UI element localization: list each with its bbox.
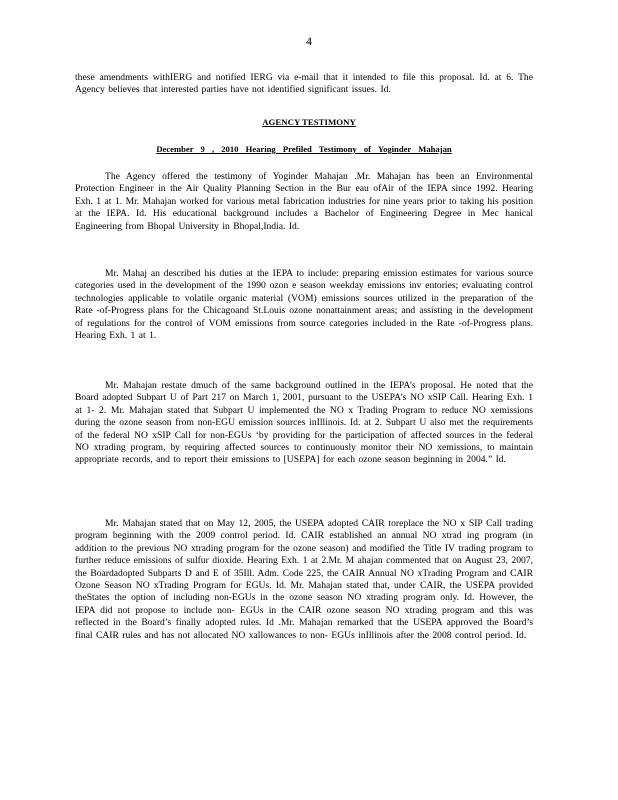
- page-number: 4: [306, 34, 312, 48]
- section-heading: AGENCY TESTIMONY: [262, 117, 356, 127]
- paragraph-duties: [75, 268, 533, 342]
- paragraph-cair: [75, 518, 533, 642]
- paragraph-text: The Agency offered the testimony of Yoginder Mahajan .Mr. Mahajan has been an Environmental Protection Engineer in the Air Quality Planning Section in the Bur eau ofAir of the IEPA since 1992. Hearing Exh. 1 at 1. Mr. Mahajan worked for various metal fabrication industries for nine years prior to taking his position at the IEPA. Id. His educational background includes a Bachelor of Engineering Degree in Mec hanical Engineering from Bhopal University in Bhopal,India. Id.: [75, 171, 533, 232]
- paragraph-text: Mr. Mahajan stated that on May 12, 2005, the USEPA adopted CAIR toreplace the NO x SIP Call trading program beginning with the 2009 control period. Id. CAIR established an annual NO xtrad ing program (in addition to the previous NO xtrading program for the ozone season) and modified the Title IV trading program to further reduce emissions of sulfur dioxide. Hearing Exh. 1 at 2.Mr. M ahajan commented that on August 23, 2007, the Boardadopted Subparts D and E of 35Ill. Adm. Code 225, the CAIR Annual NO xTrading Program and CAIR Ozone Season NO xTrading Program for EGUs. Id. Mr. Mahajan stated that, under CAIR, the USEPA provided theStates the option of including non-EGUs in the ozone season NO xtrading program only. Id. However, the IEPA did not propose to include non- EGUs in the CAIR ozone season NO xtrading program and this was reflected in the Board’s finally adopted rules. Id .Mr. Mahajan remarked that the USEPA approved the Board’s final CAIR rules and has not allocated NO xallowances to non- EGUs inIllinois after the 2008 control period. Id.: [75, 518, 533, 641]
- section-subheading: December 9 , 2010 Hearing Prefiled Testimony of Yoginder Mahajan: [156, 144, 452, 154]
- paragraph-testimony-background: [75, 171, 533, 233]
- paragraph-text: Mr. Mahaj an described his duties at the IEPA to include: preparing emission estimates for various source categories used in the development of the 1990 ozon e season weekday emissions inv entories; evaluating control technologies applicable to volatile organic material (VOM) emissions sources utilized in the preparation of the Rate -of-Progress plans for the Chicagoand St.Louis ozone nonattainment areas; and assisting in the development of regulations for the control of VOM emissions from source categories included in the Rate -of-Progress plans. Hearing Exh. 1 at 1.: [75, 268, 533, 342]
- paragraph-subpart-u: [75, 380, 533, 467]
- paragraph-intro-continuation: [75, 72, 533, 97]
- paragraph-text: these amendments withIERG and notified IERG via e-mail that it intended to file this proposal. Id. at 6. The Agency believes that interested parties have not identified significant issues. Id.: [75, 72, 533, 96]
- paragraph-text: Mr. Mahajan restate dmuch of the same background outlined in the IEPA’s proposal. He noted that the Board adopted Subpart U of Part 217 on March 1, 2001, pursuant to the USEPA’s NO xSIP Call. Hearing Exh. 1 at 1- 2. Mr. Mahajan stated that Subpart U implemented the NO x Trading Program to reduce NO xemissions during the ozone season from non-EGU emission sources inIllinois. Id. at 2. Subpart U also met the requirements of the federal NO xSIP Call for non-EGUs ‘by providing for the participation of affected sources in the federal NO xtrading program, by requiring affected sources to continuously monitor their NO xemissions, to maintain appropriate records, and to report their emissions to [USEPA] for each ozone season beginning in 2004.” Id.: [75, 380, 533, 466]
